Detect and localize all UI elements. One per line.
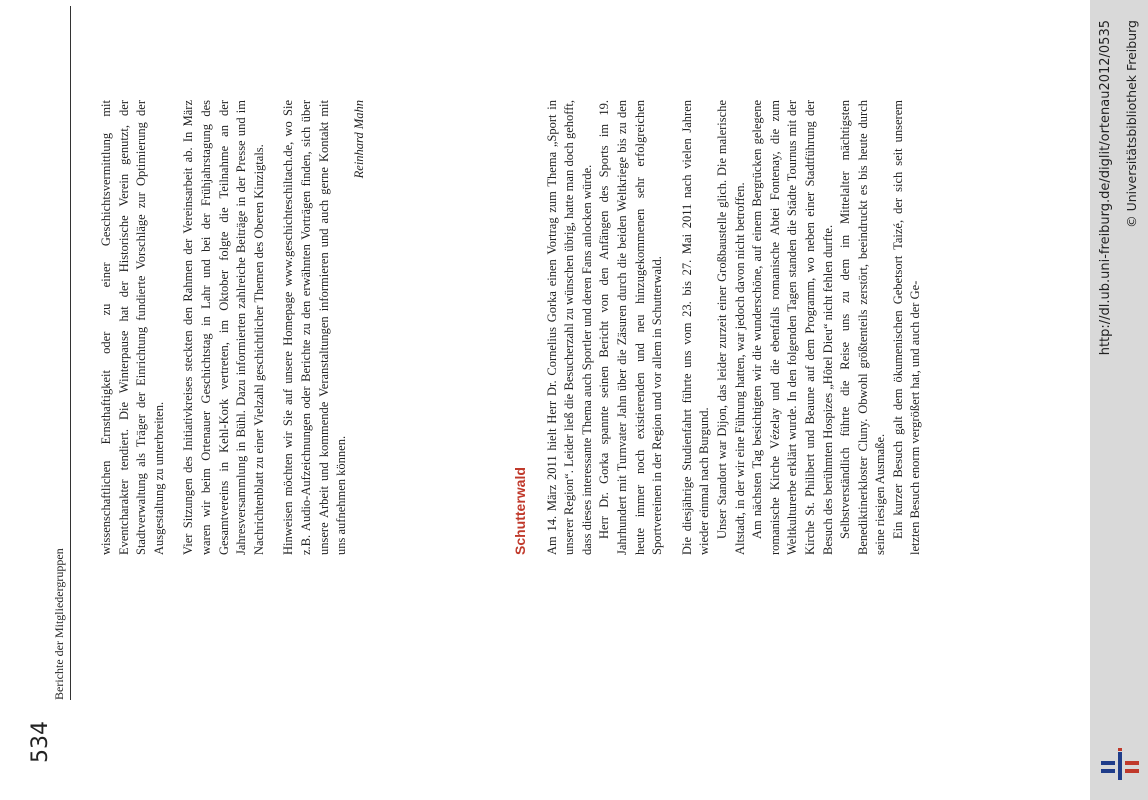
article-column-top [98, 100, 368, 555]
paragraph: Unser Standort war Dijon, das leider zurzeit einer Großbaustelle glich. Die malerische Altstadt, in der wir eine Führung hatten, war jedoch davon nicht betroffen. [714, 100, 747, 555]
repository-copyright: © Universitätsbibliothek Freiburg [1124, 20, 1139, 228]
paragraph: Herr Dr. Gorka spannte seinen Bericht von den Anfängen des Sports im 19. Jahrhundert mit Turnvater Jahn über die Zäsuren durch die beiden Weltkriege bis zu den heute immer noch existierenden und neu hinzugekommenen sehr erfolgreichen Sportvereinen in der Region und vor allem in Schutterwald. [597, 100, 665, 555]
paragraph: Die diesjährige Studienfahrt führte uns vom 23. bis 27. Mai 2011 nach vielen Jahren wieder einmal nach Burgund. [679, 100, 712, 555]
paragraph: Ein kurzer Besuch galt dem ökumenischen Gebetsort Taizé, der sich seit unserem letzten Besuch enorm vergrößert hat, und auch der Ge- [890, 100, 923, 555]
repository-url-link[interactable]: http://dl.ub.uni-freiburg.de/diglit/ortenau2012/0535 [1098, 20, 1113, 356]
paragraph: Hinweisen möchten wir Sie auf unsere Homepage www.geschichteschiltach.de, wo Sie z.B. Audio-Aufzeichnungen oder Berichte zu den erwähnten Vorträgen finden, sich über unsere Arbeit und kommende Veranstaltungen informieren und auch gerne Kontakt mit uns aufnehmen können. [281, 100, 349, 555]
repository-sidebar [1090, 0, 1148, 800]
header-rule [70, 6, 71, 700]
page-number: 534 [28, 721, 53, 763]
ub-freiburg-logo-icon [1098, 748, 1142, 784]
paragraph: wissenschaftlichen Ernsthaftigkeit oder zu einer Geschichtsvermittlung mit Eventcharakter tendiert. Die Winterpause hat der Historische Verein genutzt, der Stadtverwaltung als Träger der Einrichtung fundierte Vorschläge zur Optimierung der Ausgestaltung zu unterbreiten. [99, 100, 166, 555]
sidebar-text [1090, 0, 1148, 800]
author-signature: Reinhard Mahn [351, 100, 366, 179]
paragraph: Am 14. März 2011 hielt Herr Dr. Cornelius Gorka einen Vortrag zum Thema „Sport in unserer Region“. Leider ließ die Besucherzahl zu wünschen übrig, hatte man doch gehofft, dass dieses interessante Thema auch Sportler und deren Fans anlocken würde. [544, 100, 594, 555]
article-column-schutterwald [512, 100, 925, 555]
running-head: Berichte der Mitgliedergruppen [52, 548, 66, 700]
paragraph: Vier Sitzungen des Initiativkreises steckten den Rahmen der Vereinsarbeit ab. In März waren wir beim Ortenauer Geschichtstag in Lahr und bei der Frühjahrstagung des Gesamtvereins in Kehl-Kork vertreten, im Oktober folgte die Teilnahme an der Jahresversammlung in Bühl. Dazu informierten zahlreiche Beiträge in der Presse und im Nachrichtenblatt zu einer Vielzahl geschichtlicher Themen des Oberen Kinzigtals. [181, 100, 266, 555]
paragraph: Am nächsten Tag besichtigten wir die wunderschöne, auf einem Bergrücken gelegene romanische Kirche Vézelay und die ebenfalls romanische Abtei Fontenay, die zum Weltkulturerbe erklärt wurde. In den folgenden Tagen standen die Städte Tournus mit der Kirche St. Philibert und Beaune auf dem Programm, wo neben einer Stadtführung der Besuch des berühmten Hospizes „Hôtel Dieu“ nicht fehlen durfte. [750, 100, 835, 555]
paragraph: Selbstverständlich führte die Reise uns zu dem im Mittelalter mächtigsten Benediktinerkloster Cluny. Obwohl größtenteils zerstört, beeindruckt es bis heute durch seine riesigen Ausmaße. [838, 100, 888, 555]
section-heading: Schutterwald [512, 467, 528, 555]
